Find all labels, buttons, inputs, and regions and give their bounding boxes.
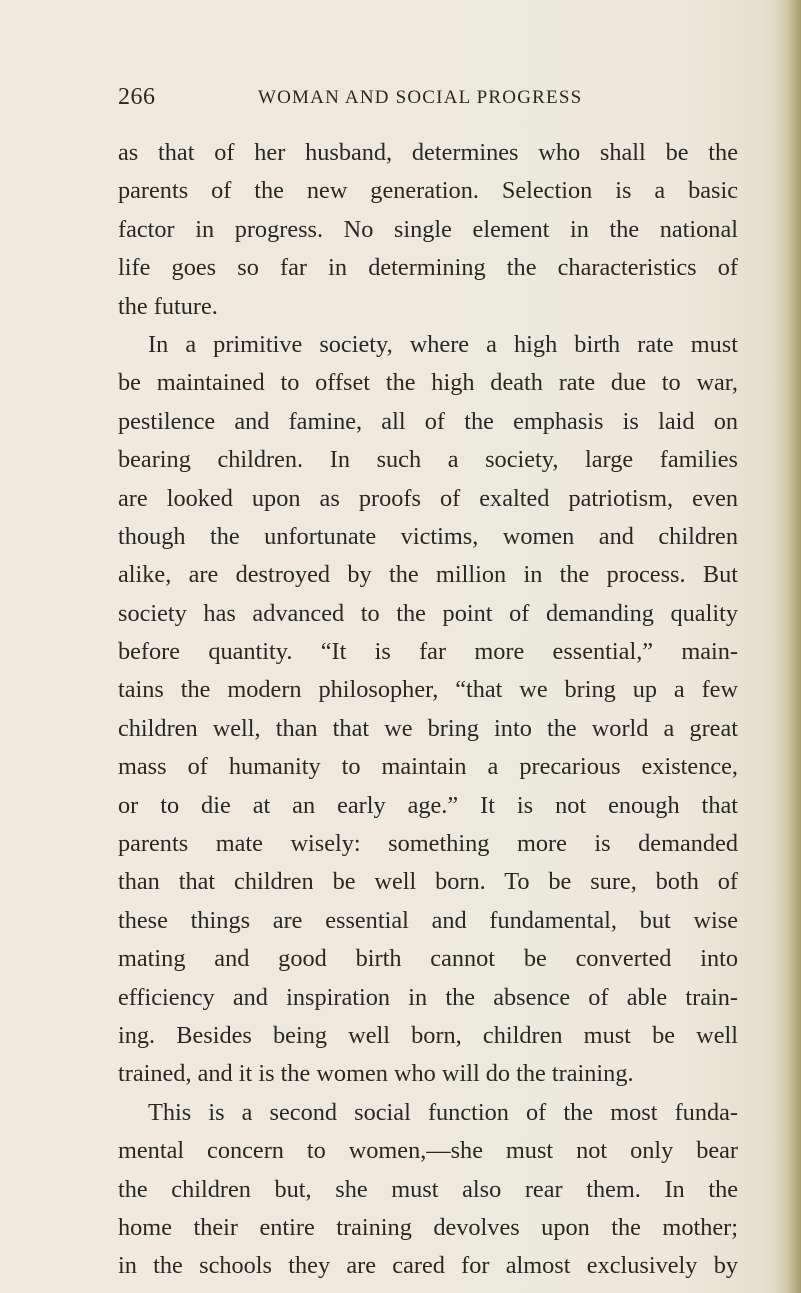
text-line: the future. [118,292,218,320]
body-text [118,134,738,1286]
text-line: children well, than that we bring into the world a great [118,714,738,742]
text-line: factor in progress. No single element in the national [118,215,738,243]
text-line: home their entire training devolves upon the mother; [118,1213,738,1241]
text-line: alike, are destroyed by the million in the process. But [118,561,738,589]
text-line: be maintained to offset the high death rate due to war, [118,369,738,397]
text-line: ing. Besides being well born, children must be well [118,1021,738,1049]
text-line: trained, and it is the women who will do the training. [118,1060,634,1088]
text-line: efficiency and inspiration in the absence of able train- [118,983,738,1011]
text-line: or to die at an early age.” It is not enough that [118,791,738,819]
text-line: society has advanced to the point of demanding quality [118,599,738,627]
text-line: This is a second social function of the most funda- [148,1098,738,1126]
text-line: parents of the new generation. Selection is a basic [118,177,738,205]
text-line: mental concern to women,—she must not only bear [118,1137,738,1165]
text-line: mating and good birth cannot be converted into [118,945,738,973]
page-number: 266 [118,84,156,110]
text-line: parents mate wisely: something more is demanded [118,830,738,858]
text-line: mass of humanity to maintain a precarious existence, [118,753,738,781]
text-line: these things are essential and fundamental, but wise [118,906,738,934]
text-line: are looked upon as proofs of exalted patriotism, even [118,484,738,512]
text-line: tains the modern philosopher, “that we bring up a few [118,676,738,704]
page-edge-shadow [773,0,801,1293]
running-header [118,84,738,116]
text-line: before quantity. “It is far more essential,” main- [118,638,738,666]
text-line: bearing children. In such a society, large families [118,446,738,474]
text-line: as that of her husband, determines who shall be the [118,139,738,166]
text-line: in the schools they are cared for almost exclusively by [118,1252,738,1280]
text-line: than that children be well born. To be sure, both of [118,868,738,896]
running-title: WOMAN AND SOCIAL PROGRESS [258,87,583,108]
text-line: pestilence and famine, all of the emphasis is laid on [118,407,738,435]
text-line: life goes so far in determining the characteristics of [118,254,738,282]
text-line: though the unfortunate victims, women and children [118,522,738,550]
text-line: the children but, she must also rear them. In the [118,1175,738,1203]
text-line: In a primitive society, where a high birth rate must [148,330,738,358]
